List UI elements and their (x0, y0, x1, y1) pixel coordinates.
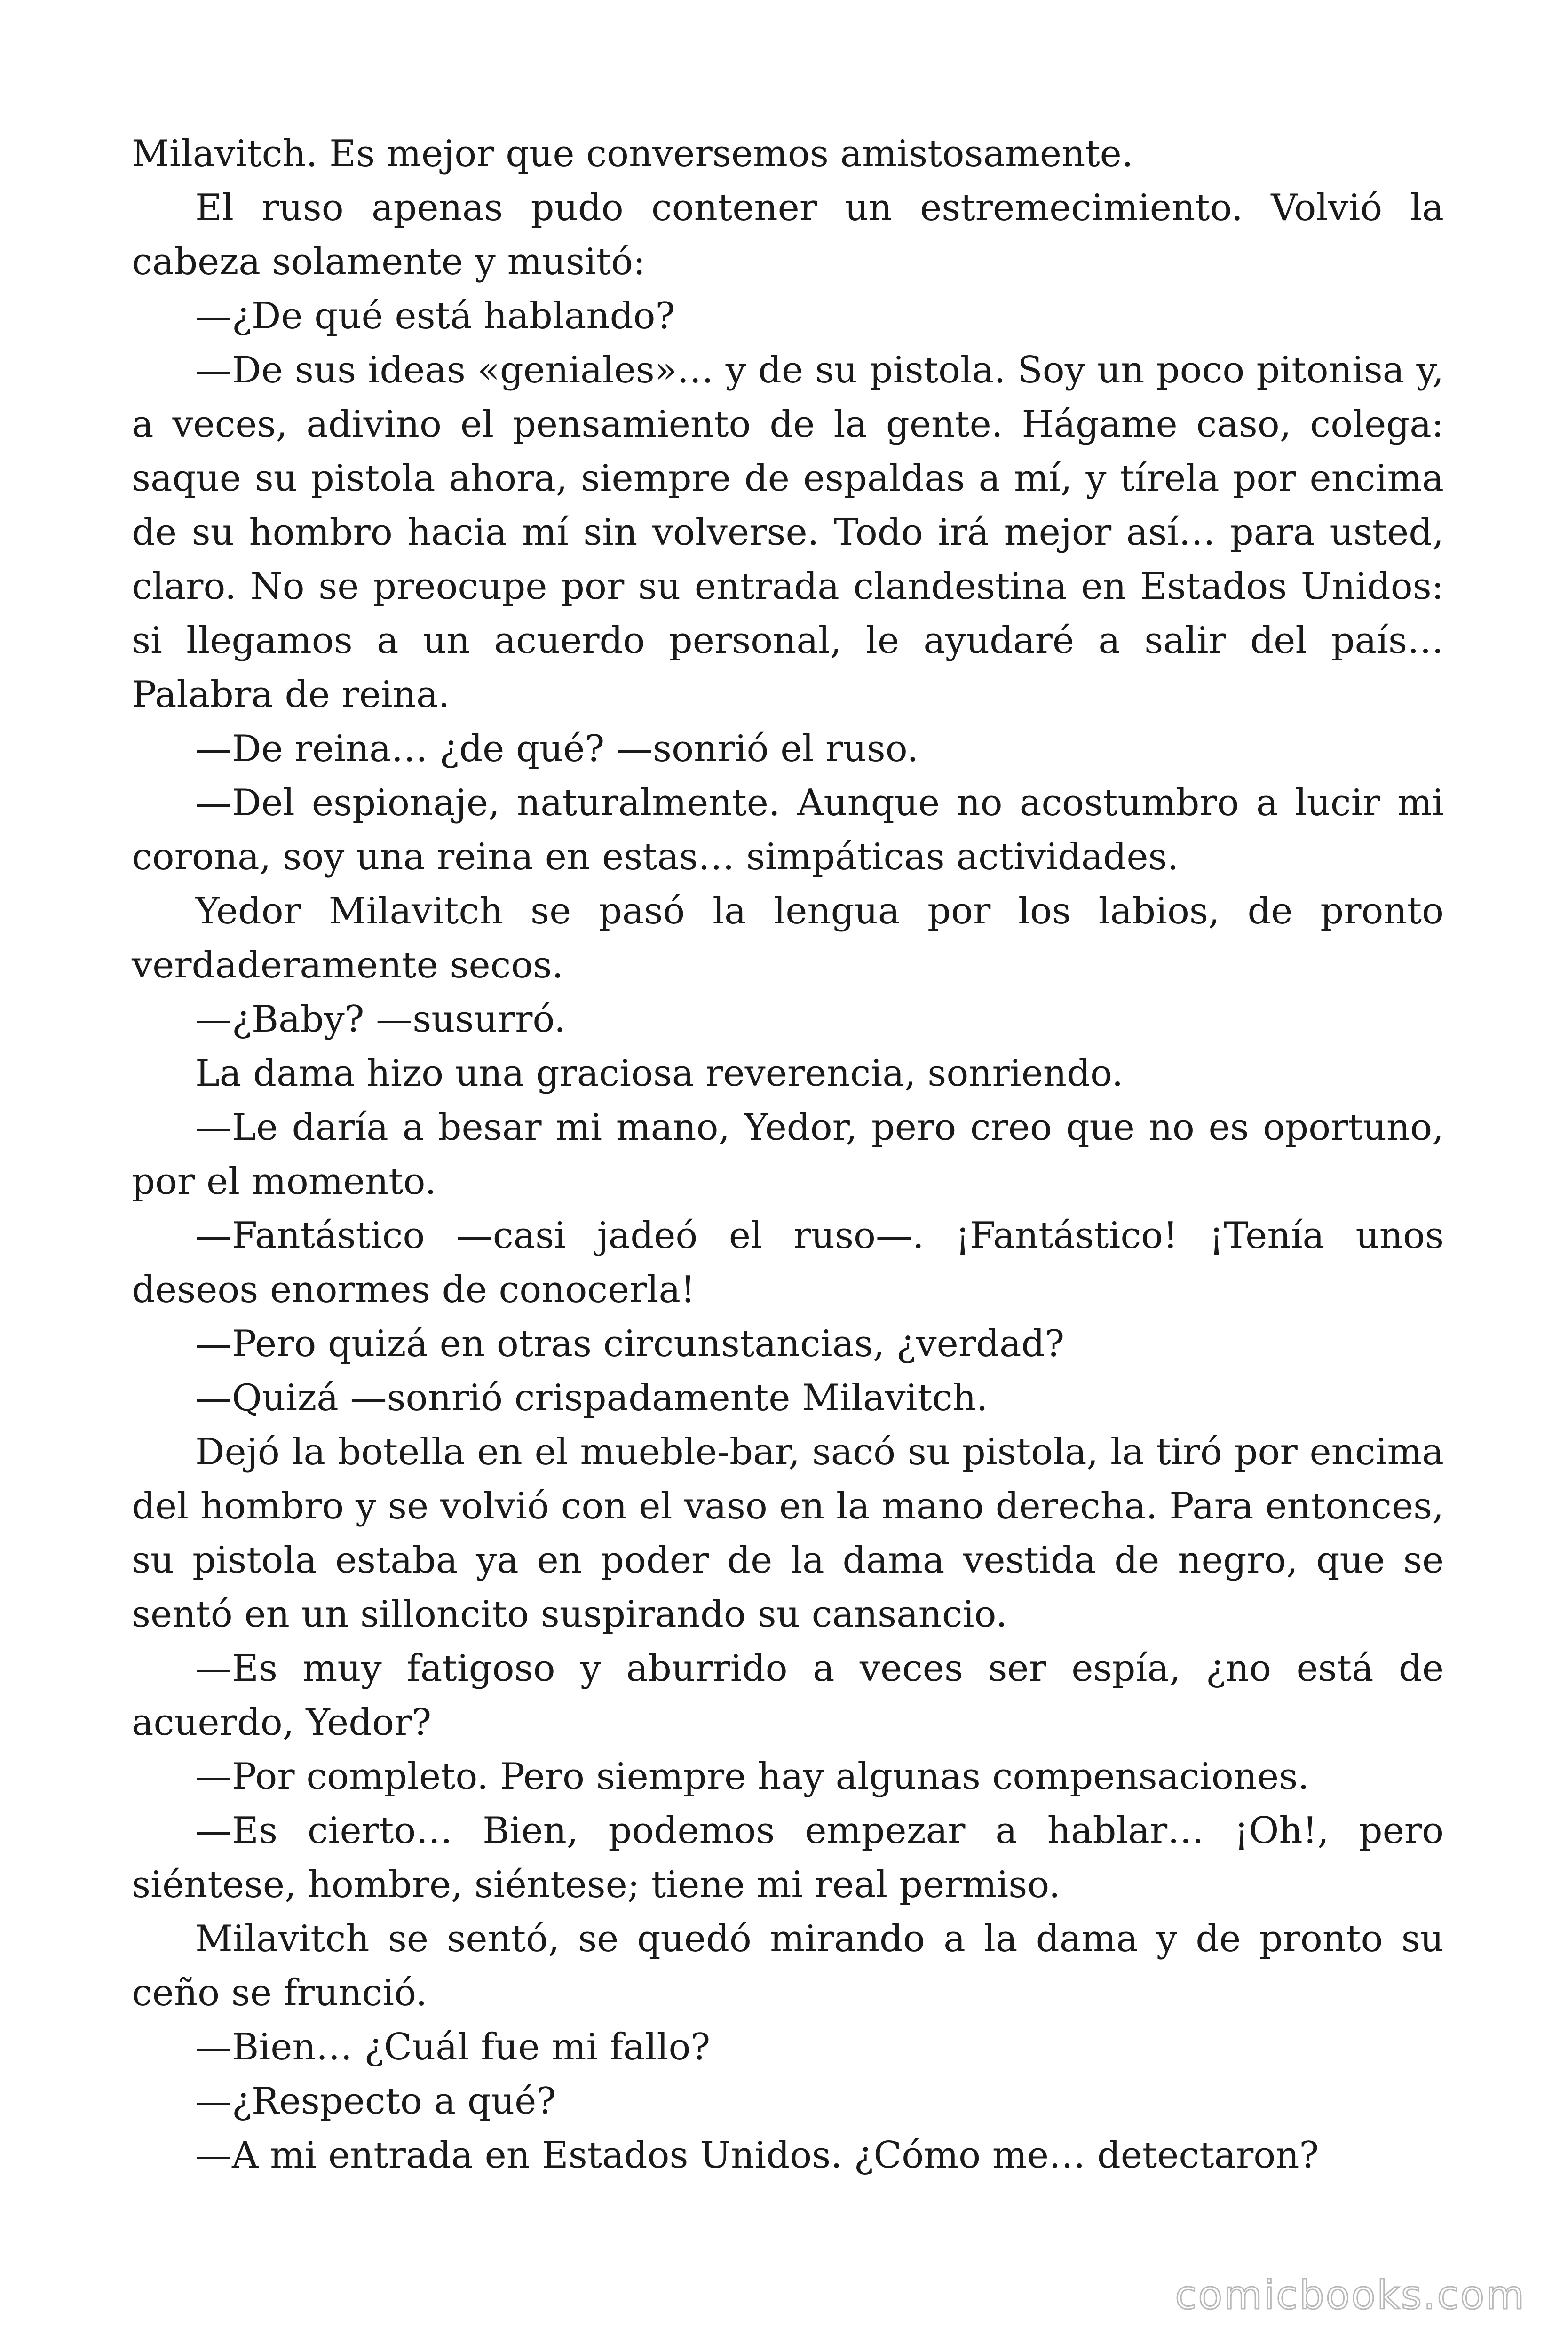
paragraph: Dejó la botella en el mueble-bar, sacó su pistola, la tiró por encima del hombro y se volvió con el vaso en la mano derecha. Para entonces, su pistola estaba ya en poder de la dama vestida de negro, que se sentó en un silloncito suspirando su cansancio. (132, 1431, 1444, 1636)
paragraph: —Quizá —sonrió crispadamente Milavitch. (195, 1377, 988, 1419)
paragraph: —Del espionaje, naturalmente. Aunque no acostumbro a lucir mi corona, soy una reina en estas… simpáticas actividades. (132, 782, 1444, 878)
paragraph: —Fantástico —casi jadeó el ruso—. ¡Fantástico! ¡Tenía unos deseos enormes de conocerla! (132, 1215, 1444, 1311)
paragraph: —¿Respecto a qué? (195, 2080, 556, 2122)
paragraph: —¿Baby? —susurró. (195, 998, 566, 1041)
paragraph: —De reina… ¿de qué? —sonrió el ruso. (195, 728, 919, 770)
paragraph: —Pero quizá en otras circunstancias, ¿verdad? (195, 1323, 1065, 1365)
paragraph: Milavitch. Es mejor que conversemos amistosamente. (132, 133, 1133, 175)
paragraph: —De sus ideas «geniales»… y de su pistola. Soy un poco pitonisa y, a veces, adivino el pensamiento de la gente. Hágame caso, colega: saque su pistola ahora, siempre de espaldas a mí, y tírela por encima de su hombro hacia mí sin volverse. Todo irá mejor así… para usted, claro. No se preocupe por su entrada clandestina en Estados Unidos: si llegamos a un acuerdo personal, le ayudaré a salir del país… Palabra de reina. (132, 349, 1444, 716)
paragraph: —A mi entrada en Estados Unidos. ¿Cómo me… detectaron? (195, 2134, 1319, 2177)
paragraph: Yedor Milavitch se pasó la lengua por los labios, de pronto verdaderamente secos. (132, 890, 1444, 986)
paragraph: Milavitch se sentó, se quedó mirando a la dama y de pronto su ceño se frunció. (132, 1918, 1444, 2014)
paragraph: —Es cierto… Bien, podemos empezar a hablar… ¡Oh!, pero siéntese, hombre, siéntese; tiene mi real permiso. (132, 1810, 1444, 1906)
paragraph: La dama hizo una graciosa reverencia, sonriendo. (195, 1052, 1124, 1095)
paragraph: —Por completo. Pero siempre hay algunas compensaciones. (195, 1756, 1310, 1798)
paragraph: —Es muy fatigoso y aburrido a veces ser espía, ¿no está de acuerdo, Yedor? (132, 1647, 1444, 1744)
paragraph: —¿De qué está hablando? (195, 295, 675, 337)
paragraph: El ruso apenas pudo contener un estremecimiento. Volvió la cabeza solamente y musitó: (132, 187, 1444, 283)
paragraph: —Le daría a besar mi mano, Yedor, pero creo que no es oportuno, por el momento. (132, 1106, 1444, 1203)
watermark: comicbooks.com (1175, 2272, 1526, 2318)
body-text (132, 127, 1444, 2183)
paragraph: —Bien… ¿Cuál fue mi fallo? (195, 2026, 711, 2068)
